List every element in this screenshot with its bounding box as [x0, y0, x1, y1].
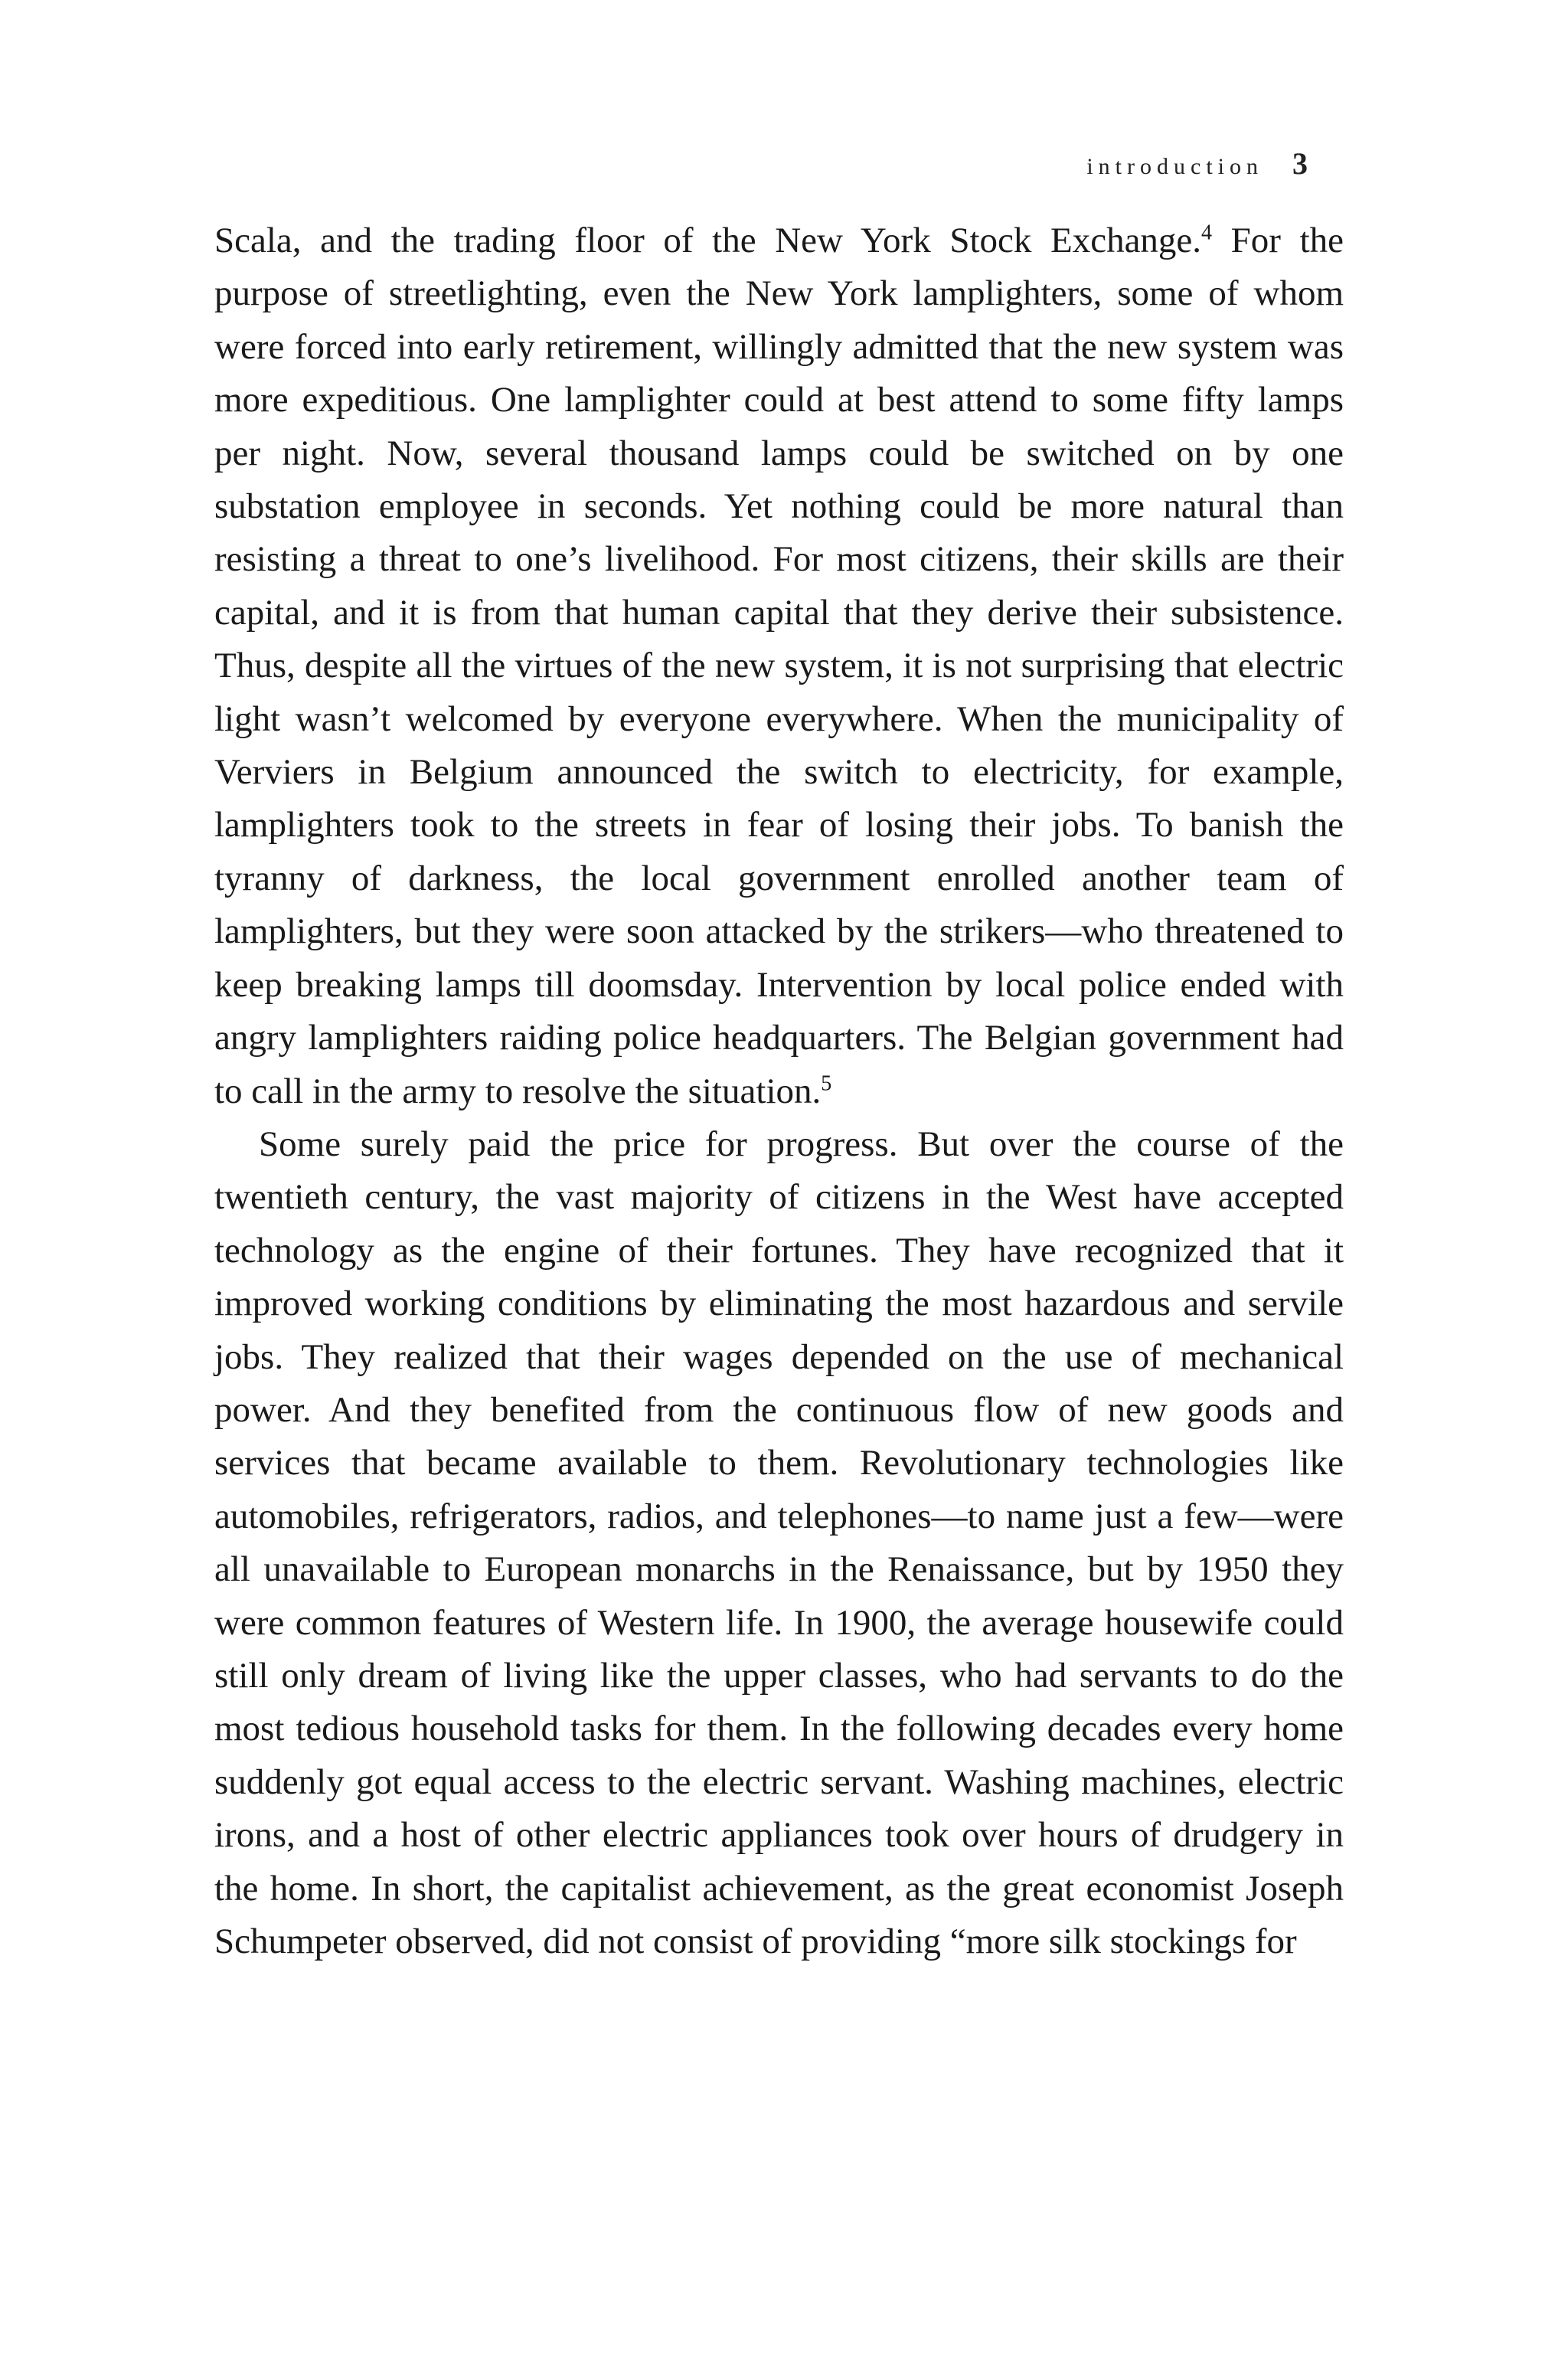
- running-head-title: introduction: [1086, 154, 1263, 179]
- paragraph-2: Some surely paid the price for progress. But over the course of the twentieth century, the vast majority of citizens in the West have accepted technology as the engine of their fortunes. They have recognized that it improved working conditions by eliminating the most hazardous and servile jobs. They realized that their wages depended on the use of mechanical power. And they benefited from the continuous flow of new goods and services that became available to them. Revolutionary technologies like automobiles, refrigerators, radios, and telephones—to name just a few—were all unavailable to European monarchs in the Renaissance, but by 1950 they were common features of Western life. In 1900, the average housewife could still only dream of living like the upper classes, who had servants to do the most tedious household tasks for them. In the following decades every home suddenly got equal access to the electric servant. Washing machines, electric irons, and a host of other electric appliances took over hours of drudgery in the home. In short, the capitalist achievement, as the great economist Joseph Schumpeter observed, did not consist of providing “more silk stockings for: [214, 1123, 1344, 1961]
- footnote-marker-4: 4: [1201, 221, 1213, 245]
- paragraph-1-continuation: For the purpose of streetlighting, even the New York lamplighters, some of whom were forced into early retirement, willingly admitted that the new system was more expeditious. One lamplighter could at best attend to some fifty lamps per night. Now, several thousand lamps could be switched on by one substation employee in seconds. Yet nothing could be more natural than resisting a threat to one’s livelihood. For most citizens, their skills are their capital, and it is from that human capital that they derive their subsistence. Thus, despite all the virtues of the new system, it is not surprising that electric light wasn’t welcomed by everyone everywhere. When the municipality of Verviers in Belgium announced the switch to electricity, for example, lamplighters took to the streets in fear of losing their jobs. To banish the tyranny of darkness, the local government enrolled another team of lamplighters, but they were soon attacked by the strikers—who threatened to keep breaking lamps till doomsday. Intervention by local police ended with angry lamplighters raiding police headquarters. The Belgian government had to call in the army to resolve the situation.: [214, 221, 1344, 1111]
- body-text: [214, 214, 1344, 1968]
- page-number: 3: [1292, 146, 1308, 181]
- running-head: [1086, 146, 1308, 182]
- paragraph-1-text: Scala, and the trading floor of the New York Stock Exchange.: [214, 221, 1202, 260]
- footnote-marker-5: 5: [821, 1071, 832, 1095]
- paragraph-1: [214, 214, 1344, 1118]
